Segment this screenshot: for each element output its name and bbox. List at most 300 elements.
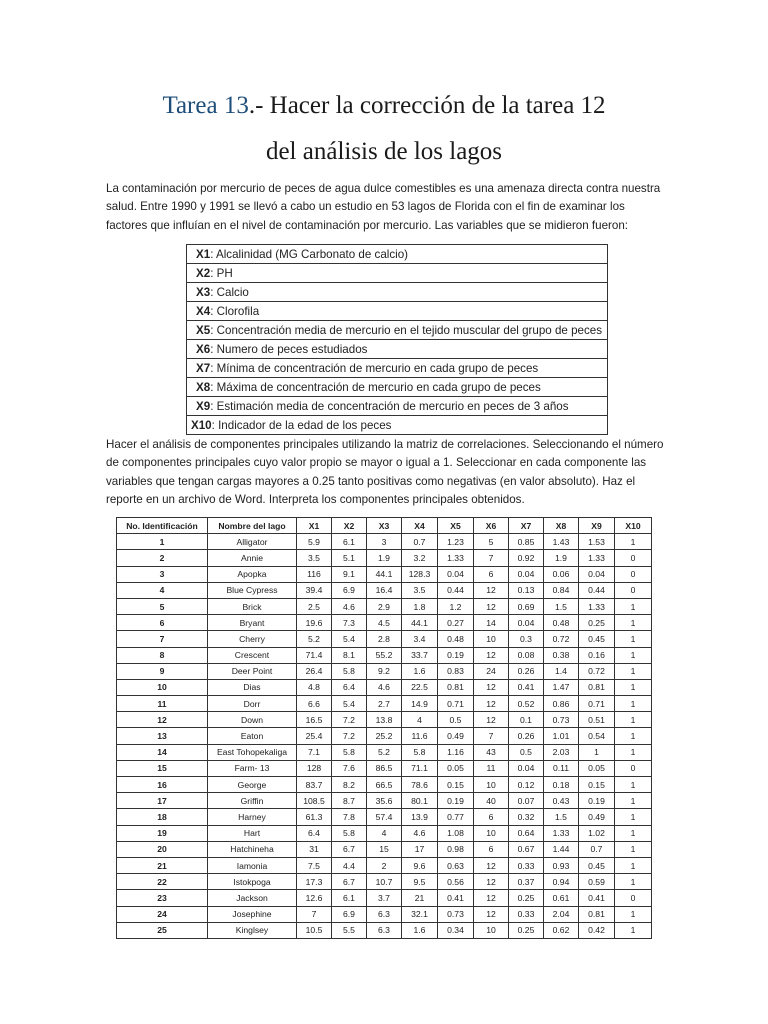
value-cell: 5.8 xyxy=(332,663,367,679)
variable-row xyxy=(187,302,608,321)
row-id-cell: 9 xyxy=(117,663,208,679)
value-cell: 0.49 xyxy=(438,728,474,744)
value-cell: 1.44 xyxy=(544,841,579,857)
intro-paragraph: La contaminación por mercurio de peces de agua dulce comestibles es una amenaza directa contra nuestra salud. Entre 1990 y 1991 se llevó a cabo un estudio en 53 lagos de Florida con el fin de examinar los factores que influían en el nivel de contaminación por mercurio. Las variables que se midieron fueron: xyxy=(106,182,661,232)
lake-name-cell: Harney xyxy=(208,809,297,825)
value-cell: 1.8 xyxy=(402,598,438,614)
value-cell: 0.86 xyxy=(544,696,579,712)
value-cell: 0.49 xyxy=(579,809,615,825)
value-cell: 1.53 xyxy=(579,534,615,550)
variable-cell xyxy=(187,264,608,283)
value-cell: 0.63 xyxy=(438,857,474,873)
value-cell: 5.4 xyxy=(332,696,367,712)
variable-row xyxy=(187,264,608,283)
value-cell: 0.98 xyxy=(438,841,474,857)
value-cell: 0.69 xyxy=(509,598,544,614)
table-row xyxy=(117,647,652,663)
value-cell: 17 xyxy=(402,841,438,857)
value-cell: 1.08 xyxy=(438,825,474,841)
table-row xyxy=(117,793,652,809)
value-cell: 0.73 xyxy=(438,906,474,922)
value-cell: 1 xyxy=(615,679,652,695)
value-cell: 12 xyxy=(474,679,509,695)
value-cell: 1 xyxy=(615,696,652,712)
lake-name-cell: Crescent xyxy=(208,647,297,663)
value-cell: 0.25 xyxy=(509,922,544,938)
value-cell: 32.1 xyxy=(402,906,438,922)
row-id-cell: 19 xyxy=(117,825,208,841)
row-id-cell: 11 xyxy=(117,696,208,712)
value-cell: 5.8 xyxy=(332,825,367,841)
lake-name-cell: Eaton xyxy=(208,728,297,744)
lake-name-cell: Farm- 13 xyxy=(208,760,297,776)
value-cell: 1.01 xyxy=(544,728,579,744)
variable-description: : Indicador de la edad de los peces xyxy=(211,418,392,432)
value-cell: 0.77 xyxy=(438,809,474,825)
value-cell: 0.62 xyxy=(544,922,579,938)
row-id-cell: 20 xyxy=(117,841,208,857)
row-id-cell: 23 xyxy=(117,890,208,906)
value-cell: 12 xyxy=(474,874,509,890)
value-cell: 3.7 xyxy=(367,890,402,906)
value-cell: 57.4 xyxy=(367,809,402,825)
value-cell: 128.3 xyxy=(402,566,438,582)
value-cell: 5.2 xyxy=(367,744,402,760)
value-cell: 1 xyxy=(615,712,652,728)
column-header: X8 xyxy=(544,518,579,534)
value-cell: 3.2 xyxy=(402,550,438,566)
lake-name-cell: Cherry xyxy=(208,631,297,647)
value-cell: 1 xyxy=(615,809,652,825)
lake-name-cell: Blue Cypress xyxy=(208,582,297,598)
value-cell: 4.6 xyxy=(367,679,402,695)
value-cell: 0.27 xyxy=(438,615,474,631)
value-cell: 2.9 xyxy=(367,598,402,614)
value-cell: 0.42 xyxy=(579,922,615,938)
value-cell: 0.33 xyxy=(509,857,544,873)
value-cell: 0.41 xyxy=(509,679,544,695)
value-cell: 9.6 xyxy=(402,857,438,873)
value-cell: 116 xyxy=(297,566,332,582)
value-cell: 8.7 xyxy=(332,793,367,809)
value-cell: 0.93 xyxy=(544,857,579,873)
value-cell: 0.54 xyxy=(579,728,615,744)
value-cell: 0.5 xyxy=(509,744,544,760)
value-cell: 71.1 xyxy=(402,760,438,776)
value-cell: 0.51 xyxy=(579,712,615,728)
column-header: X7 xyxy=(509,518,544,534)
row-id-cell: 21 xyxy=(117,857,208,873)
row-id-cell: 22 xyxy=(117,874,208,890)
variable-code: X3 xyxy=(196,285,211,299)
value-cell: 1 xyxy=(615,874,652,890)
variable-row xyxy=(187,359,608,378)
value-cell: 0.3 xyxy=(509,631,544,647)
value-cell: 0.32 xyxy=(509,809,544,825)
value-cell: 10 xyxy=(474,825,509,841)
value-cell: 0 xyxy=(615,582,652,598)
value-cell: 1.33 xyxy=(544,825,579,841)
table-row xyxy=(117,841,652,857)
value-cell: 0.06 xyxy=(544,566,579,582)
row-id-cell: 24 xyxy=(117,906,208,922)
table-row xyxy=(117,712,652,728)
value-cell: 10 xyxy=(474,777,509,793)
value-cell: 12 xyxy=(474,598,509,614)
row-id-cell: 10 xyxy=(117,679,208,695)
variable-code: X7 xyxy=(196,361,211,375)
value-cell: 6.7 xyxy=(332,841,367,857)
table-row xyxy=(117,728,652,744)
lake-name-cell: Istokpoga xyxy=(208,874,297,890)
value-cell: 0.26 xyxy=(509,663,544,679)
variable-cell xyxy=(187,397,608,416)
page-title-line-2: del análisis de los lagos xyxy=(265,138,503,165)
value-cell: 0 xyxy=(615,550,652,566)
value-cell: 1.6 xyxy=(402,922,438,938)
value-cell: 0.72 xyxy=(579,663,615,679)
value-cell: 1.02 xyxy=(579,825,615,841)
value-cell: 12 xyxy=(474,890,509,906)
column-header: X3 xyxy=(367,518,402,534)
value-cell: 7 xyxy=(297,906,332,922)
value-cell: 1.5 xyxy=(544,809,579,825)
value-cell: 1 xyxy=(579,744,615,760)
lake-name-cell: Hart xyxy=(208,825,297,841)
value-cell: 3.5 xyxy=(402,582,438,598)
value-cell: 71.4 xyxy=(297,647,332,663)
value-cell: 0.48 xyxy=(544,615,579,631)
value-cell: 0.48 xyxy=(438,631,474,647)
value-cell: 1 xyxy=(615,906,652,922)
value-cell: 44.1 xyxy=(402,615,438,631)
value-cell: 7.1 xyxy=(297,744,332,760)
value-cell: 3.4 xyxy=(402,631,438,647)
value-cell: 0.05 xyxy=(438,760,474,776)
value-cell: 11.6 xyxy=(402,728,438,744)
value-cell: 0.85 xyxy=(509,534,544,550)
table-row xyxy=(117,696,652,712)
value-cell: 8.1 xyxy=(332,647,367,663)
value-cell: 1.9 xyxy=(367,550,402,566)
value-cell: 6.1 xyxy=(332,534,367,550)
lake-name-cell: East Tohopekaliga xyxy=(208,744,297,760)
value-cell: 4 xyxy=(402,712,438,728)
variable-code: X6 xyxy=(196,342,211,356)
value-cell: 8.2 xyxy=(332,777,367,793)
value-cell: 16.4 xyxy=(367,582,402,598)
value-cell: 0.52 xyxy=(509,696,544,712)
value-cell: 13.8 xyxy=(367,712,402,728)
value-cell: 0.81 xyxy=(579,906,615,922)
value-cell: 2 xyxy=(367,857,402,873)
value-cell: 7.5 xyxy=(297,857,332,873)
value-cell: 0.25 xyxy=(579,615,615,631)
value-cell: 6.4 xyxy=(332,679,367,695)
value-cell: 5.4 xyxy=(332,631,367,647)
value-cell: 1 xyxy=(615,922,652,938)
value-cell: 0.67 xyxy=(509,841,544,857)
value-cell: 7 xyxy=(474,550,509,566)
column-header: X2 xyxy=(332,518,367,534)
value-cell: 0 xyxy=(615,566,652,582)
lake-name-cell: Brick xyxy=(208,598,297,614)
table-row xyxy=(117,760,652,776)
value-cell: 12 xyxy=(474,696,509,712)
value-cell: 17.3 xyxy=(297,874,332,890)
value-cell: 12 xyxy=(474,647,509,663)
value-cell: 0.19 xyxy=(438,647,474,663)
table-header-row xyxy=(117,518,652,534)
value-cell: 0.41 xyxy=(579,890,615,906)
value-cell: 0 xyxy=(615,890,652,906)
variable-row xyxy=(187,340,608,359)
value-cell: 0.64 xyxy=(509,825,544,841)
value-cell: 10.7 xyxy=(367,874,402,890)
value-cell: 0.59 xyxy=(579,874,615,890)
value-cell: 0.38 xyxy=(544,647,579,663)
table-row xyxy=(117,582,652,598)
value-cell: 0.45 xyxy=(579,631,615,647)
variable-description: : Clorofila xyxy=(210,304,260,318)
value-cell: 1 xyxy=(615,841,652,857)
table-row xyxy=(117,825,652,841)
variable-row xyxy=(187,283,608,302)
value-cell: 1 xyxy=(615,615,652,631)
value-cell: 4.4 xyxy=(332,857,367,873)
value-cell: 9.2 xyxy=(367,663,402,679)
value-cell: 25.2 xyxy=(367,728,402,744)
column-header: X5 xyxy=(438,518,474,534)
variable-description: : PH xyxy=(210,266,233,280)
value-cell: 39.4 xyxy=(297,582,332,598)
value-cell: 0.81 xyxy=(579,679,615,695)
value-cell: 0.19 xyxy=(438,793,474,809)
lake-name-cell: Bryant xyxy=(208,615,297,631)
value-cell: 0.45 xyxy=(579,857,615,873)
value-cell: 1.16 xyxy=(438,744,474,760)
table-row xyxy=(117,663,652,679)
lake-name-cell: Jackson xyxy=(208,890,297,906)
instructions-paragraph: Hacer el análisis de componentes principales utilizando la matriz de correlaciones. Seleccionando el número de componentes principales cuyo valor propio se mayor o igual a 1. Seleccionar en cada componente las variables que tengan cargas mayores a 0.25 tanto positivas como negativas (en valor absoluto). Haz el reporte en un archivo de Word. Interpreta los componentes principales obtenidos. xyxy=(106,438,664,506)
value-cell: 0.37 xyxy=(509,874,544,890)
value-cell: 0.71 xyxy=(438,696,474,712)
value-cell: 0.04 xyxy=(509,760,544,776)
variable-code: X9 xyxy=(196,399,211,413)
variable-row xyxy=(187,321,608,340)
column-header: X9 xyxy=(579,518,615,534)
value-cell: 86.5 xyxy=(367,760,402,776)
value-cell: 0.72 xyxy=(544,631,579,647)
value-cell: 0.34 xyxy=(438,922,474,938)
value-cell: 10 xyxy=(474,631,509,647)
column-header: X10 xyxy=(615,518,652,534)
lake-name-cell: Alligator xyxy=(208,534,297,550)
value-cell: 14 xyxy=(474,615,509,631)
lakes-data-table xyxy=(116,517,652,939)
value-cell: 16.5 xyxy=(297,712,332,728)
value-cell: 0.1 xyxy=(509,712,544,728)
table-row xyxy=(117,534,652,550)
variable-cell xyxy=(187,359,608,378)
value-cell: 0.44 xyxy=(579,582,615,598)
value-cell: 7 xyxy=(474,728,509,744)
lake-name-cell: Dias xyxy=(208,679,297,695)
lake-name-cell: George xyxy=(208,777,297,793)
lake-name-cell: Hatchineha xyxy=(208,841,297,857)
value-cell: 4.6 xyxy=(332,598,367,614)
value-cell: 7.3 xyxy=(332,615,367,631)
value-cell: 4.5 xyxy=(367,615,402,631)
row-id-cell: 25 xyxy=(117,922,208,938)
row-id-cell: 12 xyxy=(117,712,208,728)
value-cell: 0.7 xyxy=(579,841,615,857)
row-id-cell: 5 xyxy=(117,598,208,614)
value-cell: 80.1 xyxy=(402,793,438,809)
table-row xyxy=(117,598,652,614)
value-cell: 0.92 xyxy=(509,550,544,566)
value-cell: 55.2 xyxy=(367,647,402,663)
variable-code: X10 xyxy=(191,418,212,432)
value-cell: 0.81 xyxy=(438,679,474,695)
value-cell: 2.04 xyxy=(544,906,579,922)
value-cell: 1.47 xyxy=(544,679,579,695)
value-cell: 6.3 xyxy=(367,922,402,938)
value-cell: 1 xyxy=(615,663,652,679)
column-header: X1 xyxy=(297,518,332,534)
value-cell: 1.33 xyxy=(579,550,615,566)
value-cell: 10.5 xyxy=(297,922,332,938)
table-row xyxy=(117,857,652,873)
lake-name-cell: Iamonia xyxy=(208,857,297,873)
value-cell: 19.6 xyxy=(297,615,332,631)
value-cell: 13.9 xyxy=(402,809,438,825)
value-cell: 1.23 xyxy=(438,534,474,550)
variable-code: X1 xyxy=(196,247,211,261)
value-cell: 3.5 xyxy=(297,550,332,566)
value-cell: 9.5 xyxy=(402,874,438,890)
value-cell: 6 xyxy=(474,809,509,825)
value-cell: 1 xyxy=(615,777,652,793)
value-cell: 0.43 xyxy=(544,793,579,809)
variable-description: : Mínima de concentración de mercurio en cada grupo de peces xyxy=(210,361,539,375)
variable-code: X4 xyxy=(196,304,211,318)
value-cell: 6.6 xyxy=(297,696,332,712)
table-row xyxy=(117,631,652,647)
value-cell: 1.33 xyxy=(579,598,615,614)
value-cell: 1.6 xyxy=(402,663,438,679)
value-cell: 1 xyxy=(615,825,652,841)
variable-row xyxy=(187,397,608,416)
variable-code: X8 xyxy=(196,380,211,394)
value-cell: 5.1 xyxy=(332,550,367,566)
lake-name-cell: Annie xyxy=(208,550,297,566)
value-cell: 0.71 xyxy=(579,696,615,712)
value-cell: 0.44 xyxy=(438,582,474,598)
table-row xyxy=(117,922,652,938)
lake-name-cell: Kinglsey xyxy=(208,922,297,938)
value-cell: 2.03 xyxy=(544,744,579,760)
value-cell: 66.5 xyxy=(367,777,402,793)
value-cell: 0.25 xyxy=(509,890,544,906)
value-cell: 1.33 xyxy=(438,550,474,566)
value-cell: 1 xyxy=(615,793,652,809)
variable-cell xyxy=(187,302,608,321)
value-cell: 22.5 xyxy=(402,679,438,695)
value-cell: 6 xyxy=(474,566,509,582)
value-cell: 108.5 xyxy=(297,793,332,809)
row-id-cell: 13 xyxy=(117,728,208,744)
variable-cell xyxy=(187,245,608,264)
table-row xyxy=(117,679,652,695)
variable-code: X5 xyxy=(196,323,211,337)
value-cell: 1.9 xyxy=(544,550,579,566)
column-header: Nombre del lago xyxy=(208,518,297,534)
value-cell: 6.9 xyxy=(332,582,367,598)
value-cell: 0.16 xyxy=(579,647,615,663)
title-accent: Tarea 13 xyxy=(162,92,249,119)
value-cell: 2.5 xyxy=(297,598,332,614)
row-id-cell: 2 xyxy=(117,550,208,566)
value-cell: 31 xyxy=(297,841,332,857)
value-cell: 0.5 xyxy=(438,712,474,728)
value-cell: 43 xyxy=(474,744,509,760)
column-header: No. Identificación xyxy=(117,518,208,534)
value-cell: 0.83 xyxy=(438,663,474,679)
lake-name-cell: Apopka xyxy=(208,566,297,582)
row-id-cell: 14 xyxy=(117,744,208,760)
value-cell: 0.18 xyxy=(544,777,579,793)
value-cell: 61.3 xyxy=(297,809,332,825)
value-cell: 128 xyxy=(297,760,332,776)
value-cell: 0.84 xyxy=(544,582,579,598)
row-id-cell: 6 xyxy=(117,615,208,631)
value-cell: 5.8 xyxy=(332,744,367,760)
variable-cell xyxy=(187,416,608,435)
value-cell: 7.2 xyxy=(332,728,367,744)
column-header: X4 xyxy=(402,518,438,534)
value-cell: 11 xyxy=(474,760,509,776)
value-cell: 0.04 xyxy=(509,615,544,631)
value-cell: 7.6 xyxy=(332,760,367,776)
value-cell: 0.33 xyxy=(509,906,544,922)
row-id-cell: 17 xyxy=(117,793,208,809)
value-cell: 6.1 xyxy=(332,890,367,906)
value-cell: 12 xyxy=(474,857,509,873)
value-cell: 6.7 xyxy=(332,874,367,890)
lake-name-cell: Deer Point xyxy=(208,663,297,679)
variable-row xyxy=(187,416,608,435)
title-rest: .- Hacer la corrección de la tarea 12 xyxy=(248,92,606,119)
table-row xyxy=(117,777,652,793)
value-cell: 1 xyxy=(615,631,652,647)
value-cell: 1.43 xyxy=(544,534,579,550)
value-cell: 33.7 xyxy=(402,647,438,663)
lake-name-cell: Dorr xyxy=(208,696,297,712)
value-cell: 5.8 xyxy=(402,744,438,760)
value-cell: 1.2 xyxy=(438,598,474,614)
variable-code: X2 xyxy=(196,266,211,280)
variable-description: : Estimación media de concentración de mercurio en peces de 3 años xyxy=(210,399,569,413)
value-cell: 0.41 xyxy=(438,890,474,906)
variable-description: : Máxima de concentración de mercurio en cada grupo de peces xyxy=(210,380,541,394)
value-cell: 1 xyxy=(615,598,652,614)
value-cell: 44.1 xyxy=(367,566,402,582)
value-cell: 7.2 xyxy=(332,712,367,728)
variable-cell xyxy=(187,321,608,340)
page-title-line-1 xyxy=(0,92,768,120)
table-row xyxy=(117,615,652,631)
